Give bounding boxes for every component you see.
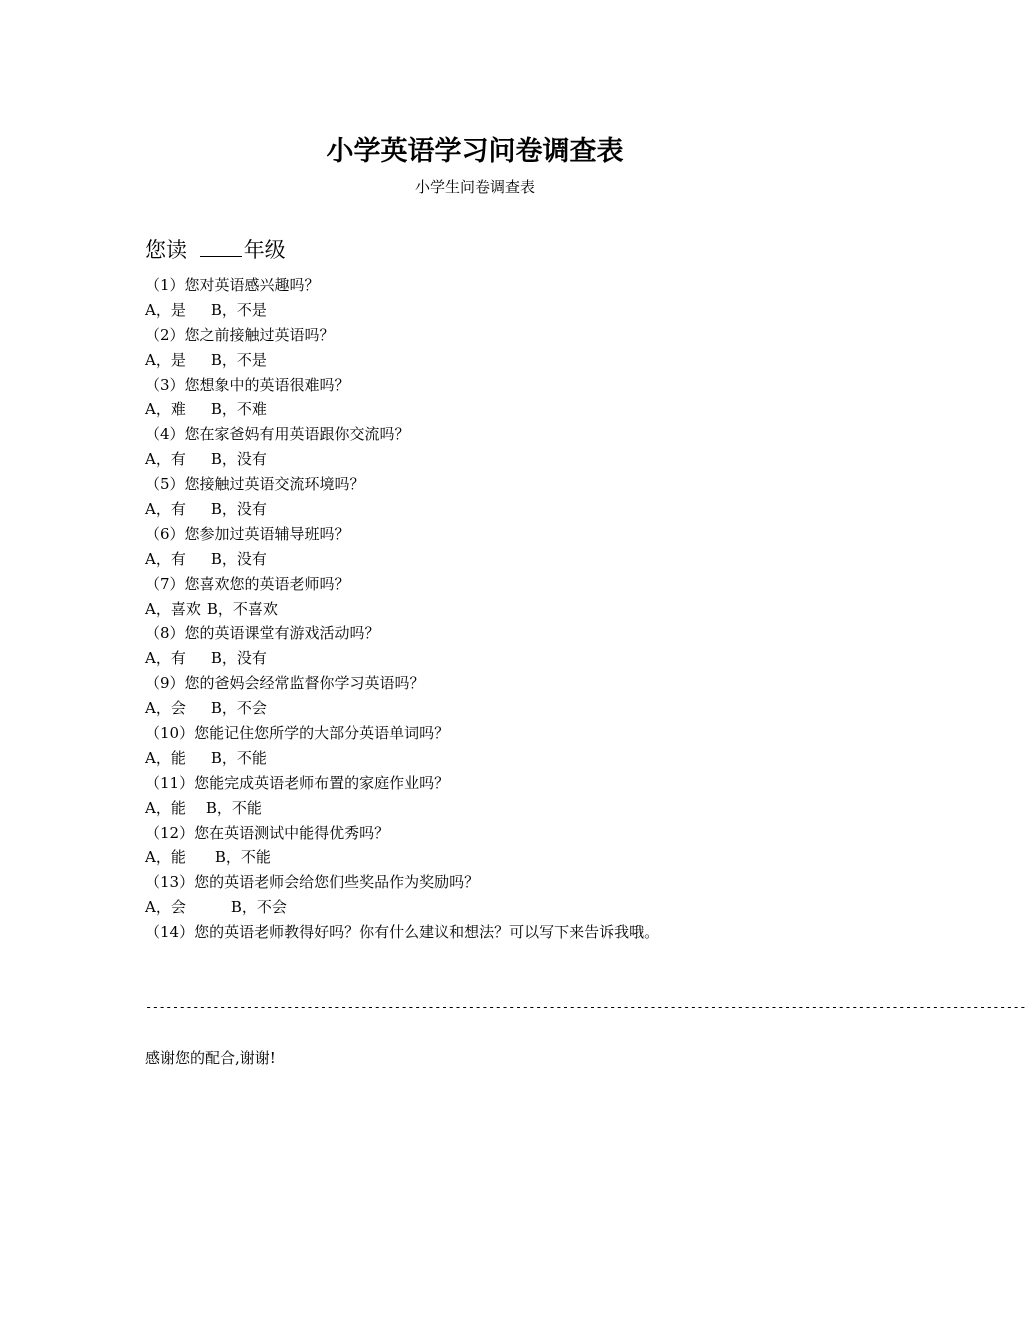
option-b[interactable]: B，不能 [205,798,262,817]
option-a[interactable]: A，有 [145,549,186,568]
question-text: （11）您能完成英语老师布置的家庭作业吗？ [145,773,450,792]
option-a[interactable]: A，能 [145,798,186,817]
option-a[interactable]: A，难 [145,400,186,419]
question-text: （6）您参加过英语辅导班吗？ [145,524,350,543]
answer-options [145,447,845,472]
grade-prefix: 您读 [145,238,187,262]
question-text: （2）您之前接触过英语吗？ [145,325,335,344]
option-b[interactable]: B，不会 [210,699,267,718]
thanks-text: 感谢您的配合,谢谢! [145,1049,276,1067]
question-text: （4）您在家爸妈有用英语跟你交流吗？ [145,425,410,444]
option-a[interactable]: A，能 [145,848,186,867]
option-b[interactable]: B，不是 [210,350,267,369]
answer-options [145,796,845,821]
question-text: （5）您接触过英语交流环境吗？ [145,475,365,494]
answer-options [145,348,845,373]
question-list [145,273,845,945]
option-b[interactable]: B，不会 [230,898,287,917]
question-text: （14）您的英语老师教得好吗？你有什么建议和想法？可以写下来告诉我哦。 [145,923,660,942]
answer-options [145,597,845,622]
option-a[interactable]: A，有 [145,649,186,668]
option-b[interactable]: B，不是 [210,300,267,319]
answer-options [145,696,845,721]
page-subtitle: 小学生问卷调查表 [414,178,535,196]
option-a[interactable]: A，会 [145,898,186,917]
option-a[interactable]: A，喜欢 [145,599,201,618]
answer-options [145,746,845,771]
option-b[interactable]: B，没有 [210,500,267,519]
answer-options [145,298,845,323]
option-a[interactable]: A，有 [145,450,186,469]
answer-options [145,497,845,522]
question-text: （13）您的英语老师会给您们些奖品作为奖励吗？ [145,873,480,892]
answer-options [145,547,845,572]
option-b[interactable]: B，没有 [210,450,267,469]
question-text: （7）您喜欢您的英语老师吗？ [145,574,350,593]
question-text: （9）您的爸妈会经常监督你学习英语吗？ [145,674,425,693]
grade-line [145,234,286,266]
grade-suffix: 年级 [243,238,286,262]
option-a[interactable]: A，是 [145,300,186,319]
option-a[interactable]: A，能 [145,748,186,767]
grade-blank-field[interactable] [200,234,242,257]
question-text: （12）您在英语测试中能得优秀吗？ [145,823,390,842]
question-text: （1）您对英语感兴趣吗？ [145,276,320,294]
option-a[interactable]: A，是 [145,350,186,369]
option-b[interactable]: B，不能 [210,748,267,767]
answer-options [145,397,845,422]
answer-options [145,646,845,671]
option-b[interactable]: B，不能 [214,848,271,867]
page-title: 小学英语学习问卷调查表 [326,136,624,167]
option-b[interactable]: B，不难 [210,400,267,419]
answer-options [145,845,845,870]
option-b[interactable]: B，不喜欢 [206,599,278,618]
option-b[interactable]: B，没有 [210,649,267,668]
answer-options [145,895,845,920]
divider-line: ----------------------------------------------------------------------------------------------------------------------------------- [145,1000,1026,1014]
question-text: （10）您能记住您所学的大部分英语单词吗？ [145,724,450,743]
question-text: （3）您想象中的英语很难吗？ [145,375,350,394]
option-b[interactable]: B，没有 [210,549,267,568]
option-a[interactable]: A，会 [145,699,186,718]
option-a[interactable]: A，有 [145,500,186,519]
question-text: （8）您的英语课堂有游戏活动吗？ [145,624,380,643]
